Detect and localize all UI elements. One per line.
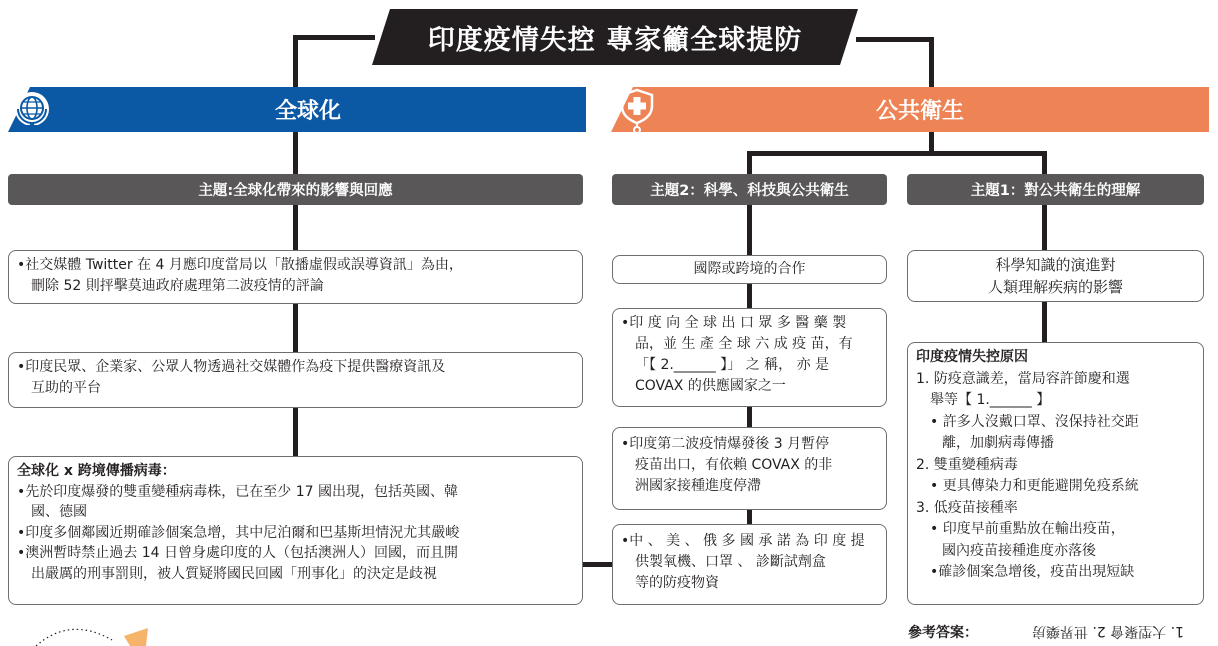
left-topic-bar: 主題:全球化帶來的影響與回應 [8,174,583,205]
left-item-social-media-line2: 互助的平台 [31,380,101,396]
left-item-social-media-line1: •印度民眾、企業家、公眾人物透過社交媒體作為疫下提供醫療資訊及 [17,359,446,375]
connector-cross-h [580,562,614,567]
left-item-twitter-line2: 刪除 52 則抨擊莫迪政府處理第二波疫情的評論 [31,278,324,294]
virus-spread-bullet3-line2: 出嚴厲的刑事罰則，被人質疑將國民回國「刑事化」的決定是歧視 [31,565,437,582]
connector-title-right-h [856,37,934,42]
cause1-sub-line2: 離，加劇病毒傳播 [942,435,1054,451]
connector-left-spine-1 [293,132,298,174]
connector-middle-spine-1 [747,205,752,255]
connector-title-left-h [293,35,375,40]
left-item-twitter [8,250,583,304]
cause2-sub: • 更具傳染力和更能避開免疫系統 [930,478,1139,494]
cause1-line2: 舉等【 1.______ 】 [930,392,1051,408]
virus-spread-bullet1-line1: •先於印度爆發的雙重變種病毒株，已在至少 17 國出現，包括英國、韓 [17,483,458,500]
connector-rightcol-spine-2 [1042,302,1047,342]
middle-topic-bar: 主題2：科學、科技與公共衛生 [612,174,887,205]
middle-item-export-halt [612,427,887,510]
virus-spread-bullet3-line1: •澳洲暫時禁止過去 14 日曾身處印度的人（包括澳洲人）回國，而且開 [17,545,458,561]
answer-inverted: 1. 大型聚會 2. 世界藥房 [1031,623,1185,639]
aid-line1: •中 、 美 、 俄 多 國 承 諾 為 印 度 提 [621,533,865,549]
cause3-sub2: •確診個案急增後，疫苗出現短缺 [930,564,1135,580]
connector-left-spine-3 [293,304,298,352]
connector-middle-drop [747,151,752,175]
left-item-virus-spread [8,456,583,605]
cause1-sub-line1: • 許多人沒戴口罩、沒保持社交距 [930,413,1139,430]
cause3-sub1-line1: • 印度早前重點放在輸出疫苗， [930,521,1125,537]
virus-spread-bullet2: •印度多個鄰國近期確診個案急增，其中尼泊爾和巴基斯坦情況尤其嚴峻 [17,524,460,541]
right-heading-box [907,250,1204,302]
middle-heading-box: 國際或跨境的合作 [612,255,887,284]
page-title: 印度疫情失控 專家籲全球提防 [427,24,803,56]
right-heading-line2: 人類理解疾病的影響 [987,278,1123,296]
cause2: 2. 雙重變種病毒 [916,456,1018,473]
aid-line3: 等的防疫物資 [635,575,719,591]
right-item-causes [907,342,1204,605]
connector-middle-spine-2 [747,284,752,308]
medical-shield-icon [612,84,662,134]
pharmacy-line1: •印 度 向 全 球 出 口 眾 多 醫 藥 製 [621,315,847,331]
virus-spread-heading: 全球化 x 跨境傳播病毒： [17,463,176,479]
left-item-social-media [8,352,583,408]
pharmacy-line2: 品，並 生 產 全 球 六 成 疫 苗，有 [635,336,853,352]
cause3: 3. 低疫苗接種率 [916,499,1018,516]
pharmacy-line3: 「【 2.______ 】」 之 稱， 亦 是 [635,357,830,373]
export-halt-line3: 洲國家接種進度停滯 [635,478,761,494]
cause3-sub1-line2: 國內疫苗接種進度亦落後 [942,542,1096,559]
left-category-label: 全球化 [274,98,341,124]
connector-right-branch-h [747,151,1047,156]
connector-left-spine-4 [293,408,298,456]
aid-line2: 供製氧機、口罩 、 診斷試劑盒 [635,554,826,570]
connector-rightcol-spine-1 [1042,205,1047,250]
connector-middle-spine-4 [747,510,752,524]
answer-label: 參考答案： [908,625,978,641]
globe-icon [10,87,56,133]
pharmacy-line4: COVAX 的供應國家之一 [635,378,786,394]
cause1-line1: 1. 防疫意識差，當局容許節慶和選 [916,370,1130,387]
left-item-twitter-line1: •社交媒體 Twitter 在 4 月應印度當局以「散播虛假或誤導資訊」為由， [17,257,463,273]
causes-title: 印度疫情失控原因 [916,349,1028,365]
middle-item-aid [612,524,887,605]
middle-item-pharmacy [612,308,887,407]
export-halt-line2: 疫苗出口，有依賴 COVAX 的非 [635,457,833,473]
connector-middle-spine-3 [747,407,752,427]
connector-rightcol-drop [1042,151,1047,175]
right-category-label: 公共衛生 [875,98,964,124]
export-halt-line1: •印度第二波疫情爆發後 3 月暫停 [621,436,830,452]
connector-title-right-v [929,37,934,87]
connector-left-spine-2 [293,205,298,250]
virus-spread-bullet1-line2: 國、德國 [31,504,87,520]
decorative-dotted-arc [30,618,150,646]
connector-title-left-v [293,35,298,87]
right-topic-bar: 主題1：對公共衛生的理解 [907,174,1204,205]
right-heading-line1: 科學知識的演進對 [995,256,1116,274]
